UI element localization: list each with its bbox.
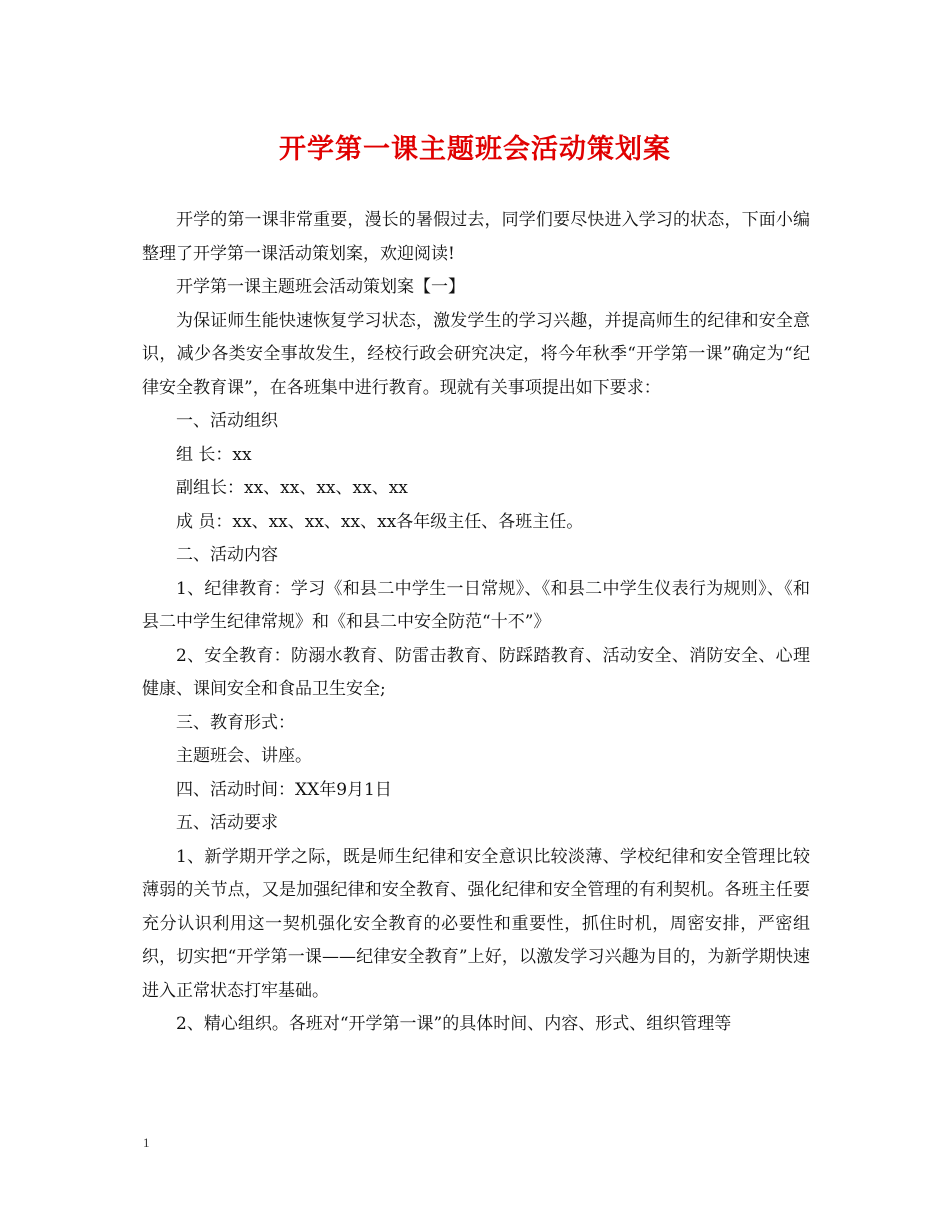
activity-time-line: 四、活动时间：XX年9月1日 (176, 779, 392, 800)
education-form-line: 主题班会、讲座。 (176, 746, 312, 766)
section-heading-plan-one: 开学第一课主题班会活动策划案【一】 (176, 277, 465, 297)
requirement-one-paragraph: 1、新学期开学之际，既是师生纪律和安全意识比较淡薄、学校纪律和安全管理比较薄弱的关节点，又是加强纪律和安全教育、强化纪律和安全管理的有利契机。各班主任要充分认识利用这一契机强化安全教育的必要性和重要性，抓住时机，周密安排，严密组织，切实把“开学第一课——纪律安全教育”上好，以激发学习兴趣为目的，为新学期快速进入正常状态打牢基础。 (142, 846, 810, 1001)
heading-activity-requirements: 五、活动要求 (176, 813, 278, 833)
page-number: 1 (143, 1135, 150, 1150)
document-body (142, 204, 810, 1042)
heading-activity-content: 二、活动内容 (176, 545, 278, 565)
safety-education-item: 2、安全教育：防溺水教育、防雷击教育、防踩踏教育、活动安全、消防安全、心理健康、课间安全和食品卫生安全; (142, 645, 810, 699)
intro-paragraph: 开学的第一课非常重要，漫长的暑假过去，同学们要尽快进入学习的状态，下面小编整理了开学第一课活动策划案，欢迎阅读! (142, 210, 810, 264)
deputy-leader-line: 副组长：xx、xx、xx、xx、xx (176, 478, 408, 498)
discipline-education-item: 1、纪律教育：学习《和县二中学生一日常规》、《和县二中学生仪表行为规则》、《和县二中学生纪律常规》和《和县二中安全防范“十不”》 (142, 578, 810, 632)
heading-activity-organization: 一、活动组织 (176, 411, 278, 431)
purpose-paragraph: 为保证师生能快速恢复学习状态，激发学生的学习兴趣，并提高师生的纪律和安全意识，减少各类安全事故发生，经校行政会研究决定，将今年秋季“开学第一课”确定为“纪律安全教育课”，在各班集中进行教育。现就有关事项提出如下要求： (142, 310, 810, 398)
document-title: 开学第一课主题班会活动策划案 (279, 134, 671, 165)
group-leader-line: 组 长：xx (176, 444, 252, 465)
members-line: 成 员：xx、xx、xx、xx、xx各年级主任、各班主任。 (176, 511, 584, 532)
heading-education-form: 三、教育形式： (176, 712, 295, 733)
requirement-two-paragraph: 2、精心组织。各班对“开学第一课”的具体时间、内容、形式、组织管理等 (176, 1014, 732, 1034)
